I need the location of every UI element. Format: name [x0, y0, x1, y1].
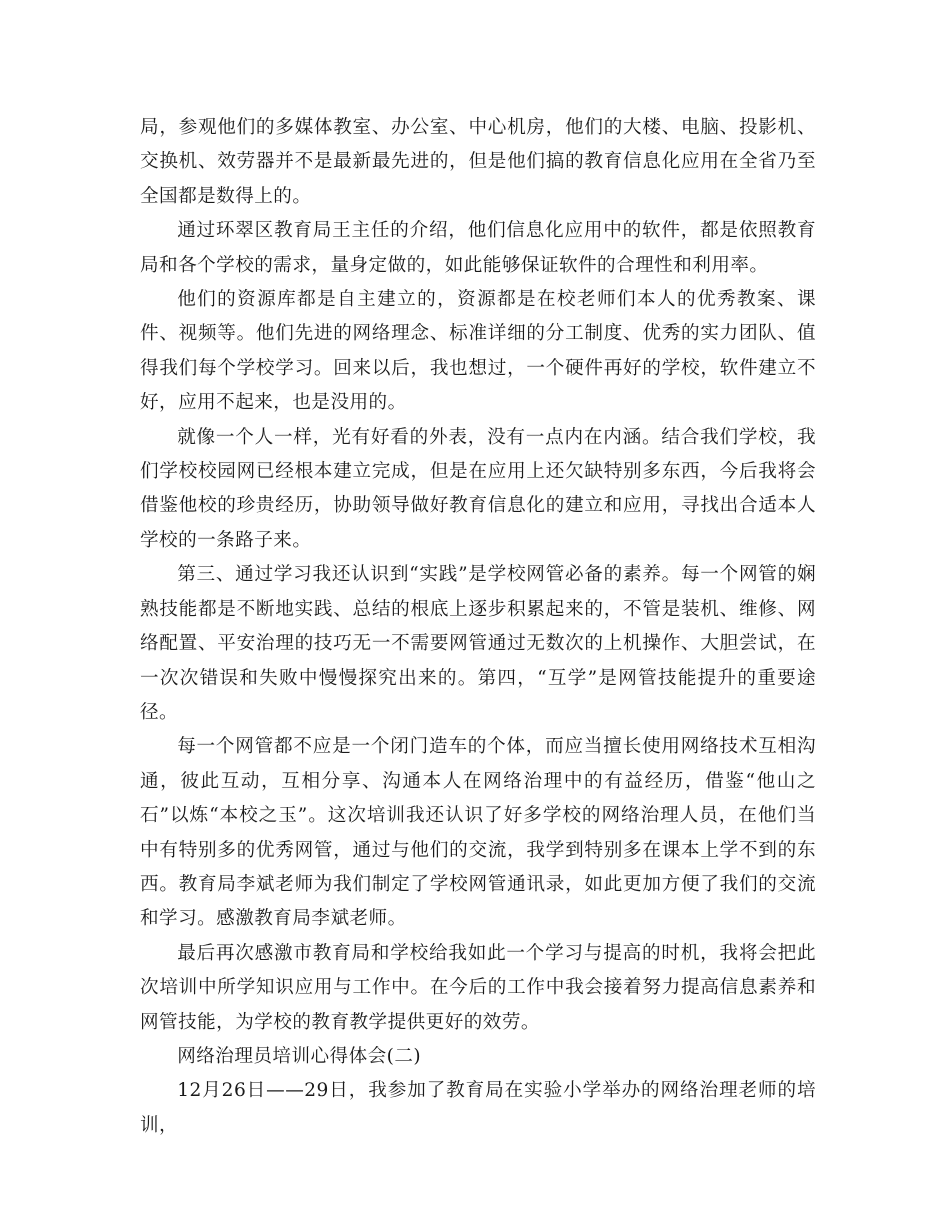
- document-body: [140, 111, 816, 1143]
- paragraph-1: 局，参观他们的多媒体教室、办公室、中心机房，他们的大楼、电脑、投影机、交换机、效劳器并不是最新最先进的，但是他们搞的教育信息化应用在全省乃至全国都是数得上的。: [140, 117, 816, 207]
- paragraph-6: 每一个网管都不应是一个闭门造车的个体，而应当擅长使用网络技术互相沟通，彼此互动，互相分享、沟通本人在网络治理中的有益经历，借鉴“他山之石”以炼“本校之玉”。这次培训我还认识了好多学校的网络治理人员，在他们当中有特别多的优秀网管，通过与他们的交流，我学到特别多在课本上学不到的东西。教育局李斌老师为我们制定了学校网管通讯录，如此更加方便了我们的交流和学习。感激教育局李斌老师。: [140, 736, 816, 930]
- paragraph-5: 第三、通过学习我还认识到“实践”是学校网管必备的素养。每一个网管的娴熟技能都是不断地实践、总结的根底上逐步积累起来的，不管是装机、维修、网络配置、平安治理的技巧无一不需要网管通过无数次的上机操作、大胆尝试，在一次次错误和失败中慢慢探究出来的。第四，“互学”是网管技能提升的重要途径。: [140, 564, 816, 723]
- paragraph-2: 通过环翠区教育局王主任的介绍，他们信息化应用中的软件，都是依照教育局和各个学校的需求，量身定做的，如此能够保证软件的合理性和利用率。: [140, 220, 816, 276]
- paragraph-3: 他们的资源库都是自主建立的，资源都是在校老师们本人的优秀教案、课件、视频等。他们先进的网络理念、标准详细的分工制度、优秀的实力团队、值得我们每个学校学习。回来以后，我也想过，一个硬件再好的学校，软件建立不好，应用不起来，也是没用的。: [140, 289, 816, 414]
- paragraph-8: 12月26日——29日，我参加了教育局在实验小学举办的网络治理老师的培训，: [140, 1080, 816, 1136]
- paragraph-4: 就像一个人一样，光有好看的外表，没有一点内在内涵。结合我们学校，我们学校校园网已经根本建立完成，但是在应用上还欠缺特别多东西，今后我将会借鉴他校的珍贵经历，协助领导做好教育信息化的建立和应用，寻找出合适本人学校的一条路子来。: [140, 426, 816, 551]
- section-heading: 网络治理员培训心得体会(二): [177, 1045, 422, 1067]
- paragraph-7: 最后再次感激市教育局和学校给我如此一个学习与提高的时机，我将会把此次培训中所学知识应用与工作中。在今后的工作中我会接着努力提高信息素养和网管技能，为学校的教育教学提供更好的效劳。: [140, 942, 816, 1033]
